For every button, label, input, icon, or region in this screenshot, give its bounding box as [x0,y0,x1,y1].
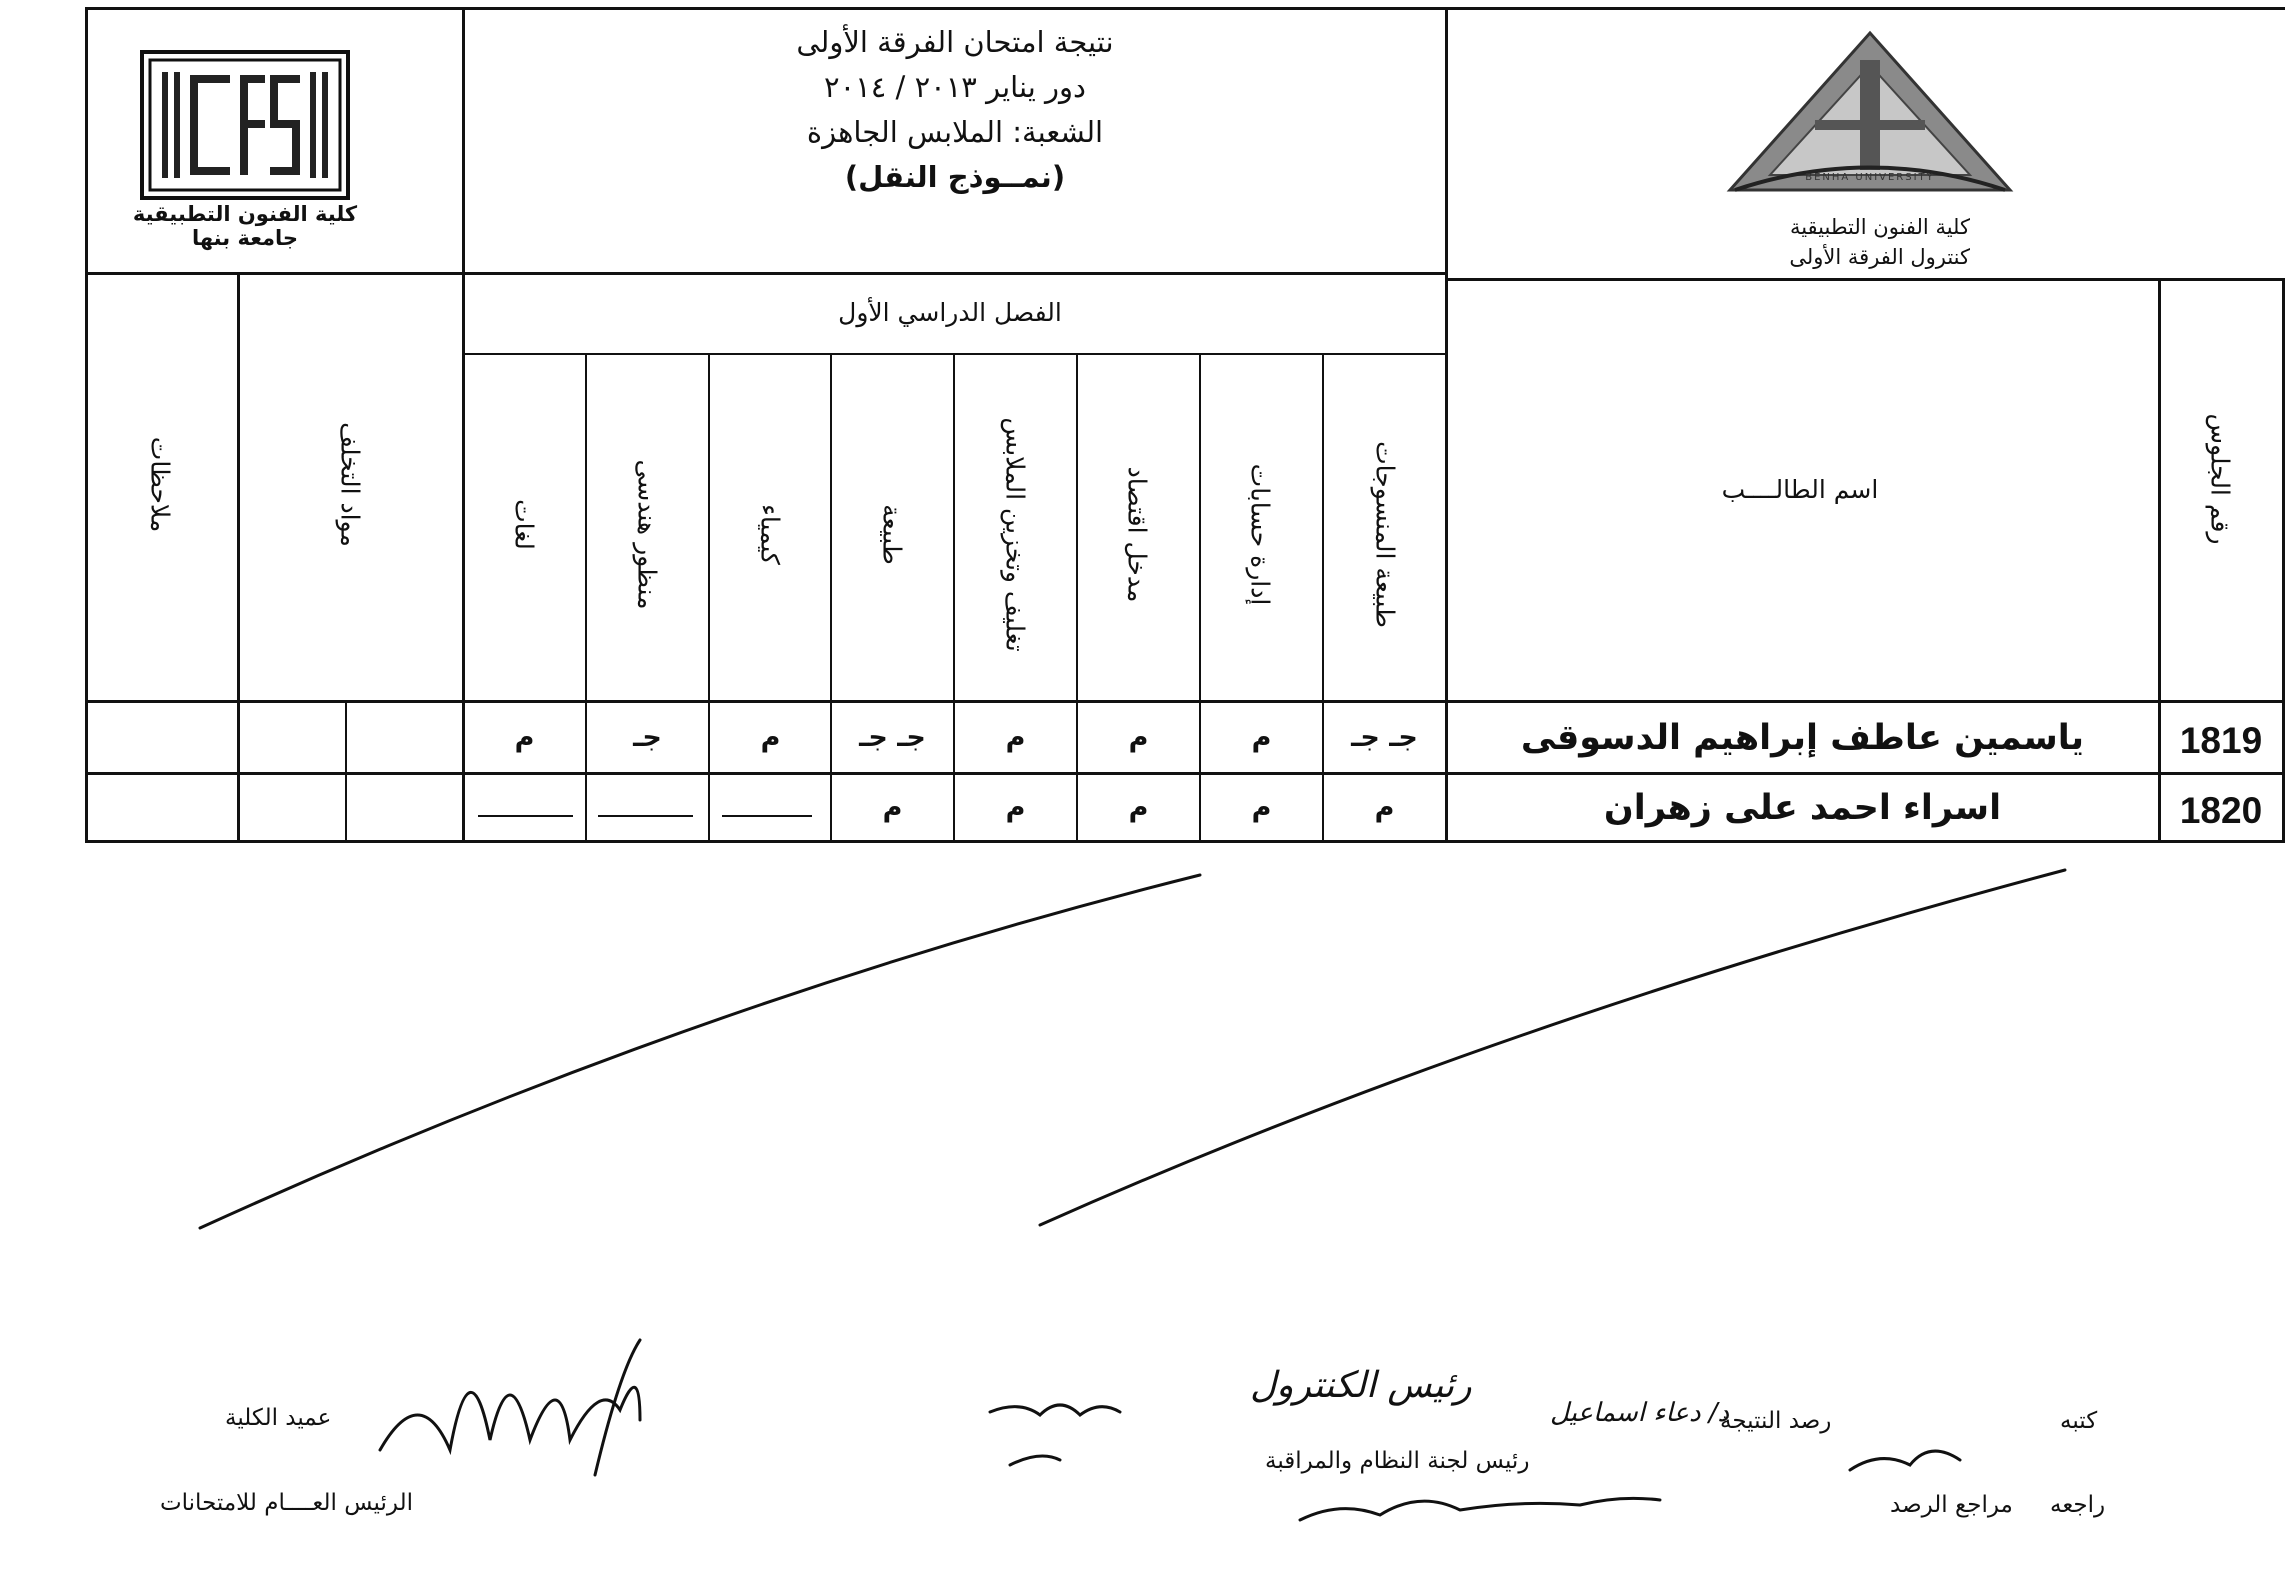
grade-cell: م [1374,792,1395,823]
grade-cell: م [514,722,535,753]
grade-cell: م [1128,722,1149,753]
seat-number-header: رقم الجلوس [2205,413,2235,545]
grade-cell: م [1128,792,1149,823]
left-logo-caption-2: جامعة بنها [191,226,299,250]
dean-label: عميد الكلية [225,1405,332,1431]
grade-cell: م [760,722,781,753]
student-name-row-2: اسراء احمد على زهران [1603,788,2002,828]
grade-cell: م [1005,792,1026,823]
subject-engineering-perspective: منظور هندسى [632,459,662,610]
recorded-by-label: رصد النتيجة [1720,1408,1832,1434]
grade-cell: م [882,792,903,823]
subject-physics: طبيعة [877,504,907,565]
grade-cell: م [1251,722,1272,753]
seat-number-1820: 1820 [2179,790,2263,831]
title-line-3: الشعبة: الملابس الجاهزة [806,115,1104,149]
written-by-label: كتبه [2060,1408,2098,1434]
right-caption-2: كنترول الفرقة الأولى [1789,245,1970,269]
title-line-1: نتيجة امتحان الفرقة الأولى [796,25,1114,59]
first-term-header: الفصل الدراسي الأول [838,298,1062,327]
student-name-header: اسم الطالــــب [1721,475,1879,504]
subject-packaging-storage: تغليف وتخزين الملابس [1000,417,1030,652]
notes-header: ملاحظات [145,436,175,533]
reviewed-by-label: راجعه [2050,1492,2106,1518]
student-name-row-1: ياسمين عاطف إبراهيم الدسوقى [1520,718,2085,758]
title-line-4: (نمــوذج النقل) [844,160,1066,194]
grade-cell: م [1251,792,1272,823]
recorder-name: د/ دعاء اسماعيل [1550,1398,1730,1428]
review-recorder-label: مراجع الرصد [1890,1492,2013,1518]
subject-accounts-management: إدارة حسابات [1245,463,1275,606]
grade-cell: جـ [633,722,662,753]
seat-number-1819: 1819 [2179,720,2263,761]
left-logo-caption-1: كلية الفنون التطبيقية [132,202,358,226]
lagging-subjects-header: مواد التخلف [335,422,365,547]
subject-textiles-nature: طبيعة المنسوجات [1370,441,1400,628]
subject-languages: لغات [509,499,539,550]
control-head-signature: رئيس الكنترول [1250,1365,1472,1406]
signatures [0,1300,2293,1570]
right-caption-1: كلية الفنون التطبيقية [1789,215,1970,239]
exams-head-label: الرئيس العــــام للامتحانات [160,1490,413,1516]
grade-cell: جـ جـ [859,722,926,753]
subject-chemistry: كيمياء [755,504,785,565]
grade-cell: م [1005,722,1026,753]
grade-cell: جـ جـ [1351,722,1418,753]
subject-economics-intro: مدخل اقتصاد [1122,466,1152,603]
title-line-2: دور يناير ٢٠١٣ / ٢٠١٤ [824,70,1086,104]
committee-head-label: رئيس لجنة النظام والمراقبة [1265,1448,1530,1474]
university-logo-text: BENHA UNIVERSITY [1805,172,1935,183]
